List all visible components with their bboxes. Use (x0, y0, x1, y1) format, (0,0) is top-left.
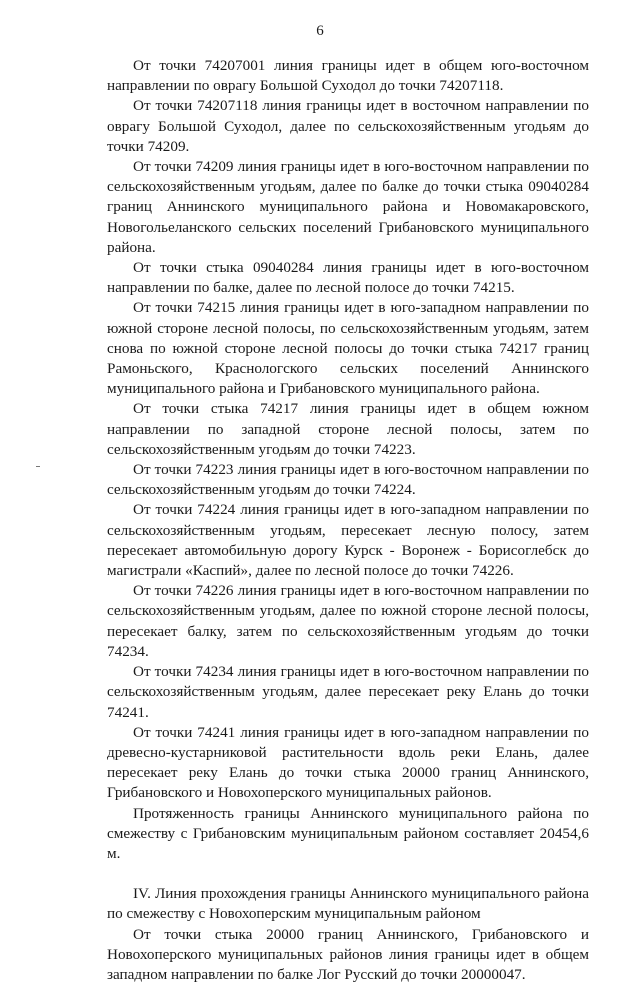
paragraph-3: От точки 74209 линия границы идет в юго-восточном направлении по сельскохозяйственным угодьям, далее по балке до точки стыка 09040284 границ Аннинского муниципального района и Новомакаровского, Новогольеланского сельских поселений Грибановского муниципального района. (107, 158, 589, 256)
paragraph-2: От точки 74207118 линия границы идет в восточном направлении по оврагу Большой Суходол, далее по сельскохозяйственным угодьям до точки 74209. (107, 97, 589, 155)
paragraph-9: От точки 74226 линия границы идет в юго-восточном направлении по сельскохозяйственным угодьям, далее по южной стороне лесной полосы, пересекает балку, затем по сельскохозяйственным угодьям до точки 74234. (107, 582, 589, 660)
paragraph-7: От точки 74223 линия границы идет в юго-восточном направлении по сельскохозяйственным угодьям до точки 74224. (107, 461, 589, 499)
paragraph-8: От точки 74224 линия границы идет в юго-западном направлении по сельскохозяйственным угодьям, пересекает лесную полосу, затем пересекает автомобильную дорогу Курск - Воронеж - Борисоглебск до магистрали «Каспий», далее по лесной полосе до точки 74226. (107, 501, 589, 580)
margin-mark (36, 466, 40, 467)
section-title: IV. Линия прохождения границы Аннинского муниципального района по смежеству с Новохоперским муниципальным районом (107, 885, 589, 923)
document-body (107, 56, 589, 985)
paragraph-10: От точки 74234 линия границы идет в юго-восточном направлении по сельскохозяйственным угодьям, далее пересекает реку Елань до точки 74241. (107, 663, 589, 721)
paragraph-5: От точки 74215 линия границы идет в юго-западном направлении по южной стороне лесной полосы, по сельскохозяйственным угодьям, затем снова по южной стороне лесной полосы до точки стыка 74217 границ Рамоньского, Краснологского сельских поселений Аннинского муниципального района и Грибановского муниципального района. (107, 299, 589, 398)
section-paragraph-1: От точки стыка 20000 границ Аннинского, Грибановского и Новохоперского муниципальных районов линия границы идет в общем западном направлении по балке Лог Русский до точки 20000047. (107, 925, 589, 983)
paragraph-4: От точки стыка 09040284 линия границы идет в юго-восточном направлении по балке, далее по лесной полосе до точки 74215. (107, 259, 589, 297)
paragraph-1: От точки 74207001 линия границы идет в общем юго-восточном направлении по оврагу Большой Суходол до точки 74207118. (107, 57, 589, 95)
paragraph-12: Протяженность границы Аннинского муниципального района по смежеству с Грибановским муниципальным районом составляет 20454,6 м. (107, 804, 589, 862)
page-number: 6 (316, 23, 324, 39)
paragraph-11: От точки 74241 линия границы идет в юго-западном направлении по древесно-кустарниковой растительности вдоль реки Елань, далее пересекает реку Елань до точки стыка 20000 границ Аннинского, Грибановского и Новохоперского муниципальных районов. (107, 723, 589, 802)
paragraph-6: От точки стыка 74217 линия границы идет в общем южном направлении по западной стороне лесной полосы, затем по сельскохозяйственным угодьям до точки 74223. (107, 400, 589, 458)
